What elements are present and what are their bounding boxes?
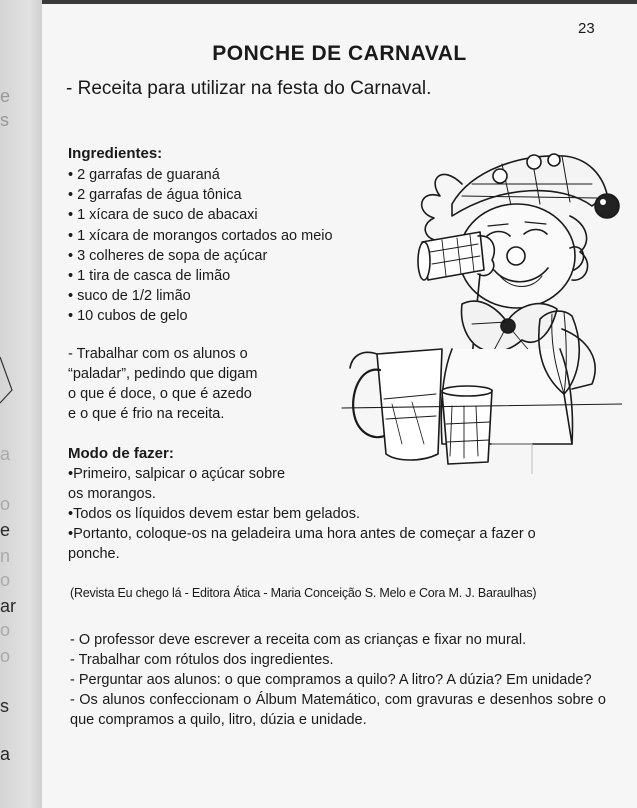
teacher-note: - Perguntar aos alunos: o que compramos a quilo? A litro? A dúzia? Em unidade? xyxy=(70,672,592,688)
hat-pompom-shape xyxy=(595,194,619,218)
method-steps xyxy=(68,464,613,564)
left-page-glyph: s xyxy=(0,110,9,130)
method-heading: Modo de fazer: xyxy=(68,445,174,462)
left-page-glyph: s xyxy=(0,696,9,716)
ingredient-item: • 1 tira de casca de limão xyxy=(68,266,333,286)
teacher-notes xyxy=(70,630,606,730)
teacher-note: - Os alunos confeccionam o Álbum Matemático, com gravuras e desenhos sobre o que compramos a quilo, litro, dúzia e unidade. xyxy=(70,692,606,728)
pitcher-shape xyxy=(350,349,442,460)
left-page-glyph: o xyxy=(0,494,11,514)
activity-note-line: - Trabalhar com os alunos o xyxy=(68,346,248,362)
activity-note-line: e o que é frio na receita. xyxy=(68,406,225,422)
book-page xyxy=(42,4,637,808)
ingredients-heading: Ingredientes: xyxy=(68,145,163,162)
page-number: 23 xyxy=(578,20,595,37)
source-citation: (Revista Eu chego lá - Editora Ática - Maria Conceição S. Melo e Cora M. J. Baraulhas) xyxy=(70,586,537,600)
left-page-drawing-fragment xyxy=(0,355,14,405)
clown-nose-shape xyxy=(507,247,525,265)
left-page-glyph: ar xyxy=(0,596,17,616)
clown-drinking-punch-illustration xyxy=(302,144,622,474)
ingredient-item: • suco de 1/2 limão xyxy=(68,286,333,306)
left-page-glyph: a xyxy=(0,444,11,464)
ingredient-item: • 10 cubos de gelo xyxy=(68,306,333,326)
method-step: • Todos os líquidos devem estar bem gelados. xyxy=(68,504,613,524)
ingredient-item: • 1 xícara de suco de abacaxi xyxy=(68,205,333,225)
teacher-note: - Trabalhar com rótulos dos ingredientes. xyxy=(70,652,334,668)
activity-note-line: o que é doce, o que é azedo xyxy=(68,386,252,402)
ingredients-list xyxy=(68,165,333,327)
recipe-subtitle: - Receita para utilizar na festa do Carnaval. xyxy=(66,78,432,99)
ingredient-item: • 2 garrafas de guaraná xyxy=(68,165,333,185)
ingredient-item: • 1 xícara de morangos cortados ao meio xyxy=(68,226,333,246)
method-step: • Primeiro, salpicar o açúcar sobre xyxy=(68,464,613,484)
method-step-continuation: ponche. xyxy=(68,546,120,562)
left-page-glyph: o xyxy=(0,620,11,640)
left-page-glyph: n xyxy=(0,546,11,566)
left-page-edge xyxy=(0,0,42,808)
table-glass-shape xyxy=(442,386,492,464)
ingredient-item: • 3 colheres de sopa de açúcar xyxy=(68,246,333,266)
left-page-glyph: o xyxy=(0,646,11,666)
method-step-continuation: os morangos. xyxy=(68,486,156,502)
left-page-glyph: o xyxy=(0,570,11,590)
ingredient-item: • 2 garrafas de água tônica xyxy=(68,185,333,205)
activity-note-line: “paladar”, pedindo que digam xyxy=(68,366,258,382)
teacher-note: - O professor deve escrever a receita com as crianças e fixar no mural. xyxy=(70,632,527,648)
left-page-glyph: e xyxy=(0,520,11,540)
activity-note xyxy=(68,344,300,424)
page-title: PONCHE DE CARNAVAL xyxy=(212,42,467,65)
left-page-glyph: e xyxy=(0,86,11,106)
left-page-glyph: a xyxy=(0,744,11,764)
method-step: • Portanto, coloque-os na geladeira uma hora antes de começar a fazer o xyxy=(68,524,613,544)
